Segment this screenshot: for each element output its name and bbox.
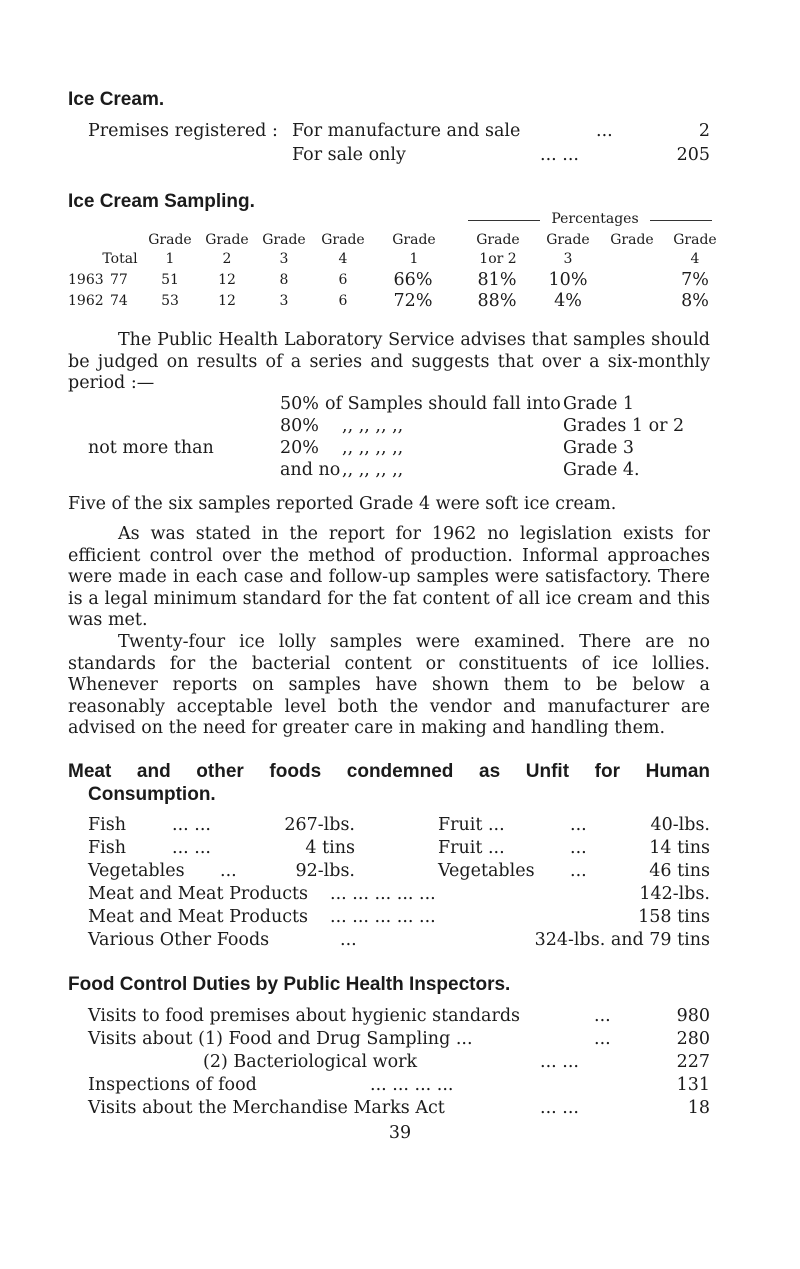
advice-intro: The Public Health Laboratory Service advises that samples should be judged on results of a series and suggests that over a six-monthly period :—: [68, 330, 710, 393]
table-cell: 12: [218, 293, 236, 309]
duties-value: 18: [687, 1098, 710, 1118]
condemned-value: 40-lbs.: [650, 815, 710, 835]
table-cell: 74: [110, 293, 128, 309]
condemned-dots: ...: [340, 930, 357, 950]
table-header: Grade: [148, 232, 192, 248]
condemned-heading-line2: Consumption.: [88, 784, 216, 805]
table-cell: 6: [338, 272, 348, 288]
condemned-value: 158 tins: [638, 907, 710, 927]
table-cell: 77: [110, 272, 128, 288]
premises-row-value: 205: [676, 145, 710, 165]
duties-dots: ...: [594, 1006, 611, 1026]
condemned-dots: ... ... ... ... ...: [330, 884, 436, 904]
table-cell: 7%: [681, 270, 709, 290]
condemned-dots: ...: [570, 838, 587, 858]
table-header: 4: [338, 251, 348, 267]
table-cell: 53: [161, 293, 179, 309]
criteria-ditto: ,, ,, ,, ,,: [342, 438, 404, 458]
soft-ice-note: Five of the six samples reported Grade 4 were soft ice cream.: [68, 494, 617, 514]
condemned-value: 267-lbs.: [284, 815, 355, 835]
table-cell: 10%: [548, 270, 588, 290]
condemned-value: 142-lbs.: [639, 884, 710, 904]
criteria-pct: 50%: [280, 394, 319, 414]
duties-label: Visits about (1) Food and Drug Sampling ...: [88, 1029, 473, 1049]
condemned-dots: ...: [570, 815, 587, 835]
condemned-label: Vegetables: [438, 861, 535, 881]
premises-row-dots: ...: [596, 121, 613, 141]
table-header: Grade: [321, 232, 365, 248]
premises-row-label: For manufacture and sale: [292, 121, 521, 141]
duties-value: 131: [676, 1075, 710, 1095]
paragraph-ice-lolly: Twenty-four ice lolly samples were examined. There are no standards for the bacterial content or constituents of ice lollies. Whenever reports on samples have shown them to be below a reasonably acceptable level both the vendor and manufacturer are advised on the need for greater care in making and handling them.: [68, 632, 710, 738]
duties-heading: Food Control Duties by Public Health Inspectors.: [68, 974, 511, 995]
table-cell: 8: [279, 272, 289, 288]
criteria-pct: and no: [280, 460, 341, 480]
condemned-dots: ...: [570, 861, 587, 881]
condemned-value: 4 tins: [305, 838, 355, 858]
table-cell: 72%: [393, 291, 433, 311]
duties-label: (2) Bacteriological work: [203, 1052, 418, 1072]
table-header: Grade: [262, 232, 306, 248]
condemned-label: Fish: [88, 815, 126, 835]
page-number: 39: [388, 1123, 412, 1143]
condemned-label: Various Other Foods: [88, 930, 270, 950]
condemned-dots: ... ...: [172, 815, 211, 835]
table-header: Grade: [673, 232, 717, 248]
condemned-heading: Meat and other foods condemned as Unfit for Human: [68, 761, 710, 782]
sampling-heading: Ice Cream Sampling.: [68, 191, 255, 212]
condemned-value: 324-lbs. and 79 tins: [534, 930, 710, 950]
duties-label: Visits to food premises about hygienic standards: [88, 1006, 521, 1026]
table-header: 4: [690, 251, 700, 267]
criteria-text: of Samples should fall into: [325, 394, 561, 414]
premises-label: Premises registered :: [88, 121, 278, 141]
duties-value: 280: [676, 1029, 710, 1049]
table-header: 1: [409, 251, 419, 267]
table-header: 1or 2: [479, 251, 517, 267]
table-cell: 8%: [681, 291, 709, 311]
table-cell: 3: [279, 293, 289, 309]
table-cell: 6: [338, 293, 348, 309]
table-year: 1963: [68, 272, 104, 288]
table-cell: 4%: [554, 291, 582, 311]
percentages-rule-left: [468, 220, 540, 221]
condemned-value: 14 tins: [649, 838, 710, 858]
ice-cream-heading: Ice Cream.: [68, 89, 165, 110]
condemned-label: Fruit ...: [438, 815, 505, 835]
condemned-label: Fruit ...: [438, 838, 505, 858]
table-cell: 88%: [477, 291, 517, 311]
table-year: 1962: [68, 293, 104, 309]
condemned-label: Vegetables: [88, 861, 185, 881]
criteria-grade: Grade 4.: [563, 460, 640, 480]
condemned-value: 92-lbs.: [295, 861, 355, 881]
condemned-label: Meat and Meat Products: [88, 884, 309, 904]
criteria-pct: 80%: [280, 416, 319, 436]
premises-row-value: 2: [698, 121, 710, 141]
table-header: Total: [102, 251, 138, 267]
duties-value: 980: [676, 1006, 710, 1026]
condemned-dots: ...: [220, 861, 237, 881]
criteria-grade: Grades 1 or 2: [563, 416, 685, 436]
table-header: 3: [563, 251, 573, 267]
criteria-ditto: ,, ,, ,, ,,: [342, 416, 404, 436]
condemned-dots: ... ... ... ... ...: [330, 907, 436, 927]
table-header: Grade: [546, 232, 590, 248]
table-header: Grade: [610, 232, 654, 248]
condemned-value: 46 tins: [649, 861, 710, 881]
criteria-pct: 20%: [280, 438, 319, 458]
table-header: Grade: [205, 232, 249, 248]
duties-dots: ...: [594, 1029, 611, 1049]
premises-row-label: For sale only: [292, 145, 406, 165]
criteria-grade: Grade 3: [563, 438, 635, 458]
percentages-rule-right: [650, 220, 712, 221]
percentages-label: Percentages: [551, 211, 639, 227]
table-cell: 12: [218, 272, 236, 288]
duties-value: 227: [676, 1052, 710, 1072]
table-header: 2: [222, 251, 232, 267]
table-cell: 51: [161, 272, 179, 288]
duties-dots: ... ...: [540, 1098, 579, 1118]
table-cell: 66%: [393, 270, 433, 290]
condemned-label: Fish: [88, 838, 126, 858]
duties-label: Inspections of food: [88, 1075, 257, 1095]
criteria-grade: Grade 1: [563, 394, 635, 414]
table-header: 1: [165, 251, 175, 267]
condemned-label: Meat and Meat Products: [88, 907, 309, 927]
criteria-prefix: not more than: [88, 438, 214, 458]
table-header: Grade: [476, 232, 520, 248]
duties-dots: ... ... ... ...: [370, 1075, 454, 1095]
table-header: 3: [279, 251, 289, 267]
duties-dots: ... ...: [540, 1052, 579, 1072]
premises-row-dots: ... ...: [540, 145, 579, 165]
paragraph-legislation: As was stated in the report for 1962 no legislation exists for efficient control over the method of production. Informal approaches were made in each case and follow-up samples were satisfactory. There is a legal minimum standard for the fat content of all ice cream and this was met.: [68, 524, 710, 630]
table-cell: 81%: [477, 270, 517, 290]
condemned-dots: ... ...: [172, 838, 211, 858]
duties-label: Visits about the Merchandise Marks Act: [88, 1098, 445, 1118]
criteria-ditto: ,, ,, ,, ,,: [342, 460, 404, 480]
table-header: Grade: [392, 232, 436, 248]
